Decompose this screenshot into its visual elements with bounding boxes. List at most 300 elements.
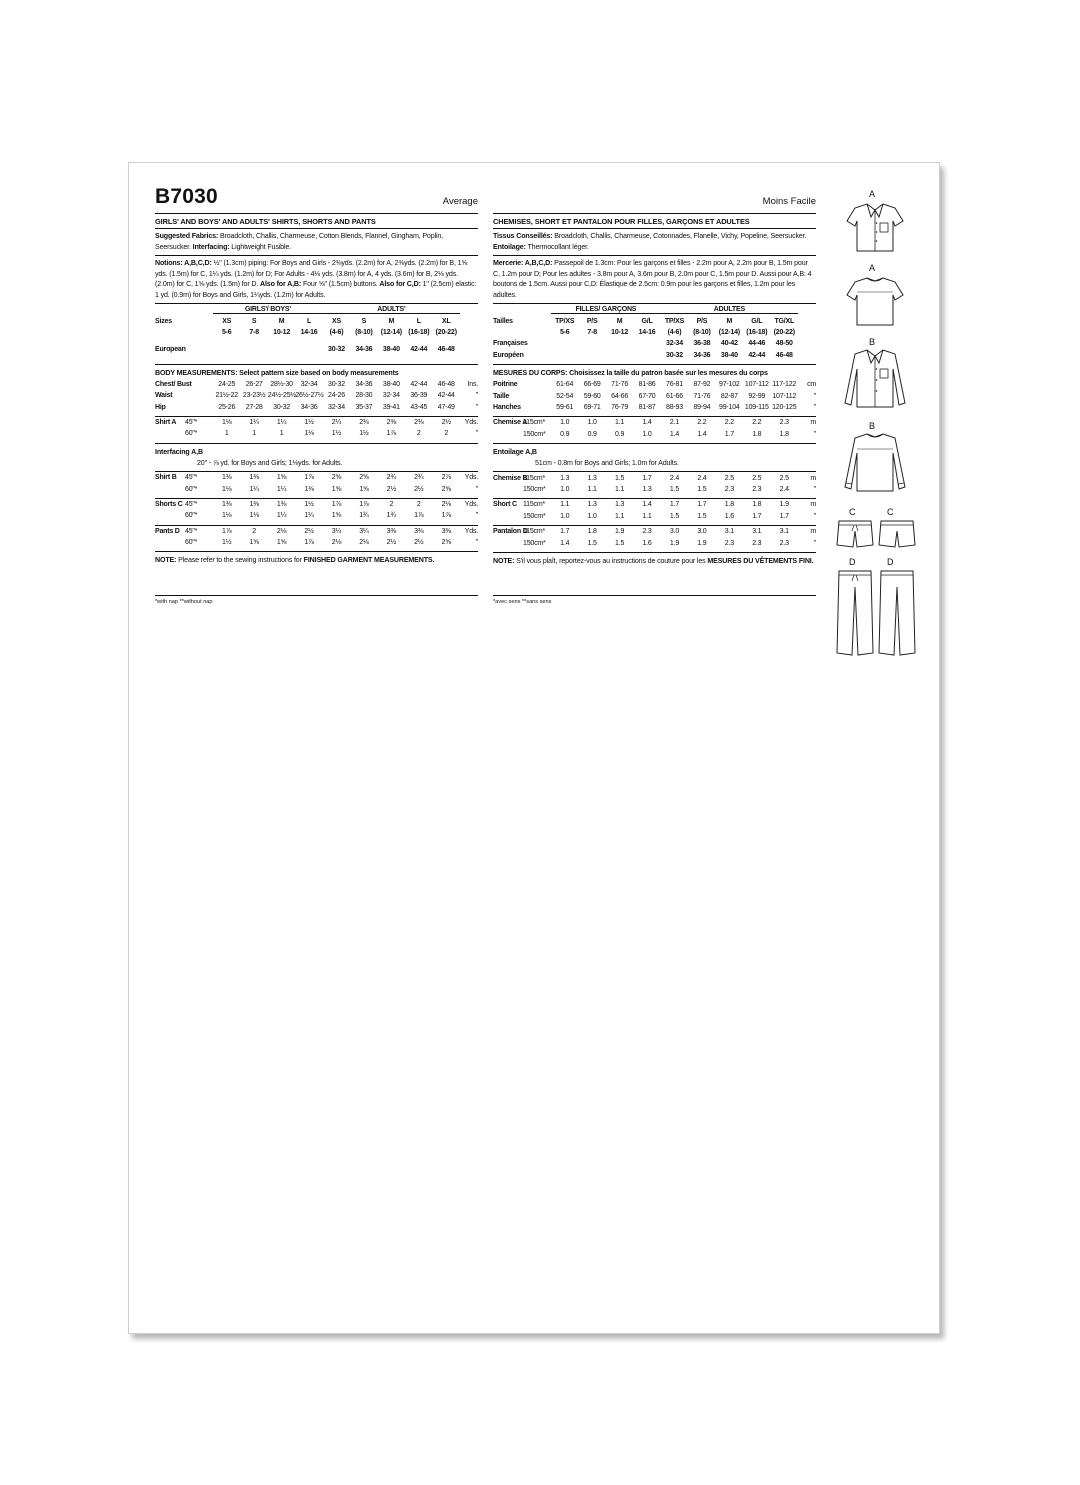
measurement-value: 97-102 [719,381,740,389]
european-size: 30-32 [666,351,683,359]
notions-also-ab-text: Four ⅝" (1.5cm) buttons. [301,280,380,288]
measurement-label: Hip [155,403,166,411]
size-number: (16-18) [746,328,768,336]
yardage-value: 1.7 [560,528,570,536]
measurement-value: 76-81 [666,381,683,389]
measurement-value: 28½-30 [270,380,293,388]
interfacing-row-label: Interfacing A,B [155,447,203,456]
yardage-value: 1.9 [669,539,680,547]
yardage-value: 1.8 [779,430,789,438]
shorts-c-front-drawing [835,519,875,549]
yardage-value: 1 [279,430,284,438]
measurement-value: 38-40 [382,380,400,388]
notions-label: Notions: A,B,C,D: [155,259,212,267]
yardage-value: 2.3 [779,419,789,427]
yardage-value: 1.7 [642,474,652,482]
size-codes-row-fr [493,315,816,326]
size-code: S [361,317,367,325]
group-kids-fr: FILLES/ GARÇONS [551,306,661,314]
size-table [155,304,478,356]
divider [493,552,816,553]
francaises-size: 36-38 [693,340,711,348]
yardage-table-d-fr [493,526,816,549]
yardage-value: 1.9 [697,539,707,547]
yardage-row [155,417,478,428]
yardage-value: 1¾ [359,512,369,520]
yardage-value: 1½ [222,539,232,547]
notions-paragraph-fr [493,258,816,300]
european-size: 34-36 [693,351,711,359]
divider [155,255,478,256]
fabric-width: 115cm* [523,501,546,509]
group-kids: GIRLS'/ BOYS' [213,306,323,314]
yardage-value: 2.3 [752,539,762,547]
measurement-value: 120-125 [772,403,797,411]
measurement-value: 32-34 [300,380,318,388]
english-header [155,185,478,214]
notions-also-cd-text: 1" (2.5cm) elastic: 1 yd. (0.9m) for Boys and Girls, 1¼yds. (1.2m) for Adults. [155,280,477,299]
measurement-label: Waist [155,392,173,400]
yardage-unit: " [813,430,816,438]
fabrics-paragraph [155,231,478,252]
garment-label: Chemise A [493,419,528,427]
yardage-table-b [155,472,478,495]
yardage-value: 1.3 [615,501,625,509]
yardage-table-b-fr [493,472,816,495]
fabric-width: 115cm* [523,474,546,482]
yardage-value: 1.7 [724,430,734,438]
fabrics-label-fr: Tissus Conseillés: [493,232,553,240]
french-column [493,191,816,567]
yardage-unit: m [810,474,816,482]
size-code: L [306,317,312,325]
size-code: M [388,317,395,325]
shirt-a-back-drawing [845,275,905,327]
yardage-value: 1.1 [615,485,625,493]
shirt-b-front-drawing [843,347,907,409]
measurement-value: 26½-27½ [295,392,324,400]
yardage-value: 2.3 [752,485,762,493]
size-number: (20-22) [773,328,795,336]
yardage-value: 1.4 [642,501,652,509]
yardage-value: 1.5 [587,539,597,547]
size-number: 7-8 [587,328,597,336]
difficulty-level: Average [442,196,478,207]
size-number: 5-6 [221,328,232,336]
finished-measurements-note [155,555,478,566]
yardage-value: 1⅛ [249,512,259,520]
yardage-value: 0.9 [615,430,625,438]
size-code: TG/XL [774,317,795,325]
fabrics-label: Suggested Fabrics: [155,232,219,240]
size-code: G/L [641,317,653,325]
yardage-row [493,429,816,440]
yardage-value: 1.5 [697,512,707,520]
yardage-value: 1.6 [642,539,652,547]
european-row-fr [493,350,816,361]
size-code: M [726,317,733,325]
size-code: XL [441,317,451,325]
interfacing-label-fr: Entoilage: [493,242,526,251]
measurement-value: 87-92 [693,381,711,389]
view-label-a: A [869,189,876,199]
size-code: M [278,317,285,325]
interfacing-text-fr: Thermocollant léger. [525,242,589,251]
yardage-value: 1⅜ [276,500,287,508]
measurement-value: 42-44 [410,380,428,388]
yardage-unit: " [813,512,816,520]
size-number: (20-22) [435,328,457,336]
yardage-value: 1⅞ [331,500,342,508]
yardage-row [155,483,478,494]
body-measurements-title: BODY MEASUREMENTS: Select pattern size based on body measurements [155,368,399,377]
yardage-value: 0.9 [587,430,597,438]
yardage-value: 2½ [414,485,424,493]
fabric-width: 60"* [185,485,198,493]
yardage-value: 1½ [304,418,314,426]
yardage-value: 2½ [414,539,424,547]
measurement-value: 52-54 [556,392,574,400]
yardage-value: 1⅝ [331,512,342,520]
fabric-width: 45"* [185,418,198,426]
measurement-value: 88-93 [666,403,683,411]
european-size: 46-48 [775,351,793,359]
yardage-value: 1⅜ [222,500,232,508]
size-code: XS [222,317,232,325]
fabric-width: 60"* [185,512,198,520]
measurement-value: 34-36 [355,380,373,388]
yardage-unit: Yds. [464,500,478,508]
yardage-value: 1⅛ [222,418,232,426]
yardage-value: 3⅜ [441,527,451,535]
yardage-value: 1⅝ [276,474,287,482]
fabric-width: 45"* [185,474,198,482]
measurement-value: 61-66 [666,392,683,400]
size-codes-row [155,315,478,326]
yardage-unit: " [475,539,478,547]
yardage-value: 1⅛ [222,512,232,520]
european-size: 46-48 [437,346,455,354]
finished-measurements-note-fr [493,556,816,567]
yardage-value: 1.1 [615,419,625,427]
yardage-value: 2⅝ [331,474,342,482]
measurement-value: 32-34 [382,392,400,400]
yardage-value: 1¼ [249,485,259,493]
yardage-value: 1.7 [697,501,707,509]
yardage-unit: Yds. [464,418,478,426]
yardage-value: 1⅜ [249,500,259,508]
garment-label: Shirt B [155,474,177,482]
yardage-value: 1.7 [752,512,762,520]
yardage-unit: " [475,485,478,493]
body-measurement-row [155,390,478,401]
view-label-b: B [869,421,876,431]
yardage-value: 3⅜ [414,527,424,535]
yardage-value: 2⅝ [359,474,369,482]
divider [155,551,478,552]
measurement-value: 89-94 [693,403,711,411]
measurement-value: 30-32 [328,380,345,388]
yardage-value: 2 [252,527,256,535]
shirt-a-front-drawing [845,201,905,253]
notions-also-ab-label: Also for A,B: [259,280,302,288]
yardage-value: 2.2 [752,419,762,427]
measurement-value: 46-48 [437,380,455,388]
yardage-table-d [155,526,478,549]
size-code: M [616,317,623,325]
yardage-value: 1.4 [697,430,707,438]
yardage-value: 2.3 [642,528,652,536]
garment-label: Pantalon D [493,528,528,536]
european-label: European [155,346,186,354]
yardage-value: 1.1 [642,512,652,520]
measurement-value: 71-76 [693,392,711,400]
yardage-value: 1⅜ [222,474,232,482]
yardage-row [155,428,478,439]
fabric-width: 150cm* [523,430,546,438]
fabric-width: 115cm* [523,528,546,536]
yardage-table-a-fr [493,417,816,440]
yardage-value: 2½ [304,527,314,535]
yardage-value: 1⅞ [304,474,314,482]
garment-label: Shirt A [155,418,177,426]
yardage-value: 1.3 [642,485,652,493]
divider [493,255,816,256]
size-code: XS [331,317,341,325]
francaises-label: Françaises [493,340,528,348]
body-measurement-row [493,379,816,390]
size-table-fr [493,304,816,361]
yardage-value: 2⅞ [441,474,451,482]
yardage-value: 2.5 [779,474,789,482]
yardage-value: 1⅝ [331,485,342,493]
yardage-value: 1¼ [276,485,287,493]
yardage-value: 1.7 [779,512,789,520]
measurement-unit: " [813,403,816,411]
note-bold-fr: MESURES DU VÊTEMENTS FINI. [707,556,814,565]
shirt-b-back-drawing [843,431,907,493]
view-label-a: A [869,263,876,273]
yardage-unit: " [813,539,816,547]
yardage-value: 1 [224,430,229,438]
measurement-value: 26-27 [245,380,263,388]
european-size: 30-32 [328,346,345,354]
size-code: P/S [696,317,708,325]
yardage-value: 1.0 [560,419,570,427]
measurement-value: 36-39 [410,392,428,400]
english-column [155,185,478,566]
notions-text: ½" (1.3cm) piping: For Boys and Girls - 2⅜yds. (2.2m) for A, 2⅜yds. (2.2m) for B, 1⅝ yds. (1.5m) for C, 1¼ yds. (1.2m) for D; For Adults - 4⅛ yds. (3.8m) for A, 4 yds. (3.6m) for B, 2⅛ yds. (2.0m) for C, 1⅝ yds. (1.5m) for D. [155,259,468,288]
yardage-value: 1.5 [697,485,707,493]
yardage-value: 1⅞ [386,430,397,438]
french-footnote: *avec sens **sans sens [493,595,816,605]
yardage-value: 2.4 [697,474,707,482]
yardage-value: 2 [389,500,394,508]
fabric-width: 115cm* [523,419,546,427]
yardage-row [493,499,816,510]
yardage-value: 1.0 [560,512,570,520]
measurement-unit: " [813,392,816,400]
yardage-value: 3¼ [359,527,369,535]
yardage-row [155,537,478,548]
pattern-envelope-back [128,162,940,1334]
note-text: Please refer to the sewing instructions for [176,556,304,565]
francaises-row [493,338,816,349]
yardage-value: 1.5 [615,539,625,547]
yardage-table-c [155,499,478,522]
yardage-row [493,484,816,495]
yardage-value: 1⅜ [304,485,314,493]
yardage-value: 1⅞ [359,500,369,508]
view-label-c: C [887,507,894,517]
measurement-label: Hanches [493,403,521,411]
fabric-width: 60"* [185,430,198,438]
yardage-value: 1.5 [669,485,680,493]
francaises-size: 40-42 [720,340,738,348]
yardage-value: 2⅛ [359,539,369,547]
yardage-value: 2⅛ [331,539,342,547]
yardage-value: 1.5 [669,512,680,520]
yardage-value: 1.1 [587,485,597,493]
notions-text-fr: Passepoil de 1.3cm: Pour les garçons et filles - 2.2m pour A, 2.2m pour B, 1.5m pour C, 1.2m pour D; Pour les adultes - 3.8m pour A, 3.6m pour B, 2.0m pour C, 1.5m pour D. Aussi pour A,B: 4 boutons de 1.5cm. Aussi pour C,D: Élastique de 2.5cm: 0.9m pour les garçons et filles, 1.2m pour les adultes. [493,259,812,299]
measurement-value: 66-69 [583,381,601,389]
size-number: 10-12 [611,328,629,336]
view-label-d: D [887,557,894,567]
fabric-width: 45"* [185,500,198,508]
yardage-value: 3.0 [697,528,707,536]
yardage-value: 1.4 [560,539,570,547]
yardage-table-c-fr [493,499,816,522]
yardage-unit: Yds. [464,474,478,482]
yardage-unit: " [475,430,478,438]
yardage-unit: m [810,419,816,427]
yardage-value: 1.1 [615,512,625,520]
group-adults: ADULTS' [323,306,460,314]
interfacing-row-label-fr: Entoilage A,B [493,447,537,456]
measurement-value: 34-36 [300,403,318,411]
yardage-row [493,511,816,522]
body-measurement-row [493,402,816,413]
size-group-row [155,304,478,315]
yardage-value: 2⅝ [441,485,451,493]
size-number: (8-10) [355,328,373,336]
yardage-value: 2⅜ [359,418,369,426]
divider [155,364,478,365]
body-measurement-row [493,390,816,401]
measurement-value: 117-122 [772,381,797,389]
pattern-title-fr: CHEMISES, SHORT ET PANTALON POUR FILLES, GARÇONS ET ADULTES [493,217,816,229]
yardage-value: 2½ [441,418,451,426]
garment-label: Shorts C [155,500,183,508]
yardage-value: 1.8 [752,430,762,438]
yardage-value: 2¾ [414,474,424,482]
fabric-width: 150cm* [523,512,546,520]
yardage-value: 1.6 [724,512,734,520]
difficulty-level-fr: Moins Facile [762,196,816,207]
fabric-width: 45"* [185,527,198,535]
yardage-value: 1¾ [386,512,397,520]
measurement-value: 32-34 [328,403,345,411]
yardage-value: 1½ [331,430,342,438]
yardage-value: 1 [252,430,256,438]
garment-label: Short C [493,501,517,509]
size-code: L [416,317,421,325]
yardage-value: 1⅝ [276,539,287,547]
measurement-value: 107-112 [772,392,797,400]
yardage-value: 3¼ [331,527,342,535]
yardage-value: 1.8 [724,501,734,509]
yardage-table-a [155,417,478,440]
size-numbers-row [155,327,478,338]
yardage-value: 2½ [386,485,397,493]
yardage-value: 2⅜ [386,418,397,426]
view-label-c: C [849,507,856,517]
notions-paragraph [155,258,478,300]
size-code: TP/XS [664,317,685,325]
yardage-value: 1¼ [249,418,259,426]
yardage-value: 2¼ [331,418,342,426]
pattern-title: GIRLS' AND BOYS' AND ADULTS' SHIRTS, SHORTS AND PANTS [155,217,478,229]
yardage-value: 1⅞ [304,539,314,547]
size-number: 10-12 [273,328,291,336]
sizes-label-fr: Tailles [493,317,513,325]
view-label-d: D [849,557,856,567]
yardage-value: 2 [416,500,421,508]
yardage-value: 1⅜ [249,474,259,482]
yardage-value: 1¼ [276,512,287,520]
size-number: 14-16 [300,328,318,336]
francaises-size: 32-34 [666,340,683,348]
yardage-value: 1⅛ [304,430,314,438]
fabrics-text: Broadcloth, Challis, Charmeuse, Cotton Blends, Flannel, Gingham, Poplin, Seersucker. [155,232,443,251]
measurement-value: 82-87 [720,392,738,400]
measurement-value: 59-61 [556,403,574,411]
measurement-value: 109-115 [744,403,769,411]
yardage-row [155,526,478,537]
measurement-value: 81-86 [638,381,656,389]
yardage-value: 1.3 [587,474,597,482]
shorts-c-back-drawing [877,519,917,549]
measurement-unit: " [475,392,478,400]
measurement-value: 76-79 [611,403,629,411]
pants-d-back-drawing [877,569,917,657]
yardage-value: 1.4 [642,419,652,427]
yardage-value: 2.2 [697,419,707,427]
yardage-value: 1.0 [642,430,652,438]
divider [155,443,478,444]
measurement-value: 24-26 [328,392,345,400]
yardage-value: 2.5 [724,474,734,482]
yardage-value: 1.1 [560,501,570,509]
yardage-value: 2.1 [669,419,680,427]
yardage-value: 1⅞ [222,527,232,535]
body-measurements-table [155,379,478,413]
yardage-value: 2.2 [724,419,734,427]
francaises-size: 44-46 [748,340,766,348]
notions-label-fr: Mercerie: A,B,C,D: [493,259,553,267]
yardage-value: 1.5 [615,474,625,482]
yardage-value: 1.4 [669,430,680,438]
size-number: (16-18) [408,328,430,336]
note-text-fr: S'il vous plaît, reportez-vous au instructions de couture pour les [514,556,708,565]
interfacing-row-text-fr: 51cm - 0.8m for Boys and Girls; 1.0m for Adults. [535,458,679,467]
body-measurements-table-fr [493,379,816,413]
note-label: NOTE: [155,556,177,565]
divider [493,443,816,444]
measurement-value: 69-71 [583,403,601,411]
garment-label: Pants D [155,527,180,535]
yardage-value: 2½ [386,539,397,547]
